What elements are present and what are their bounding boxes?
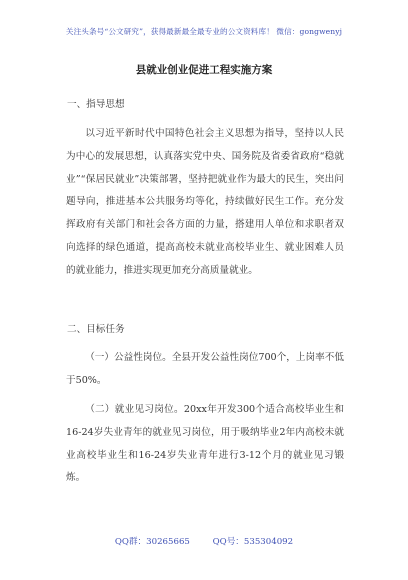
public-welfare-posts-paragraph: （一）公益性岗位。全县开发公益性岗位700个，上岗率不低于50%。 [66, 352, 344, 386]
guiding-ideology-paragraph: 以习近平新时代中国特色社会主义思想为指导，坚持以人民为中心的发展思想，认真落实党中央、国务院及省委省政府“稳就业”“保居民就业”决策部署，坚持把就业作为最大的民生，突出问题导向，推进基本公共服务均等化，持续做好民生工作。充分发挥政府有关部门和社会各方面的力量，搭建用人单位和求职者双向选择的绿色通道，提高高校未就业高校毕业生、就业困难人员的就业能力，推进实现更加充分高质量就业。 [66, 128, 344, 276]
document-title: 县就业创业促进工程实施方案 [135, 64, 273, 76]
section-heading-target-tasks: 二、目标任务 [67, 324, 125, 335]
internship-posts-paragraph: （二）就业见习岗位。20xx年开发300个适合高校毕业生和16-24岁失业青年的就业见习岗位，用于吸纳毕业2年内高校未就业高校毕业生和16-24岁失业青年进行3-12个月的就业见习锻炼。 [66, 404, 344, 484]
footer-qq-group: QQ群：30265665 [114, 537, 190, 547]
footer-qq-number: QQ号：535304092 [212, 537, 294, 547]
footer-contact [0, 535, 408, 547]
header-note: 关注头条号“公文研究”，获得最新最全最专业的公文资料库！ 微信：gongwenyj [65, 27, 343, 36]
section-heading-guiding-ideology: 一、指导思想 [67, 99, 125, 110]
